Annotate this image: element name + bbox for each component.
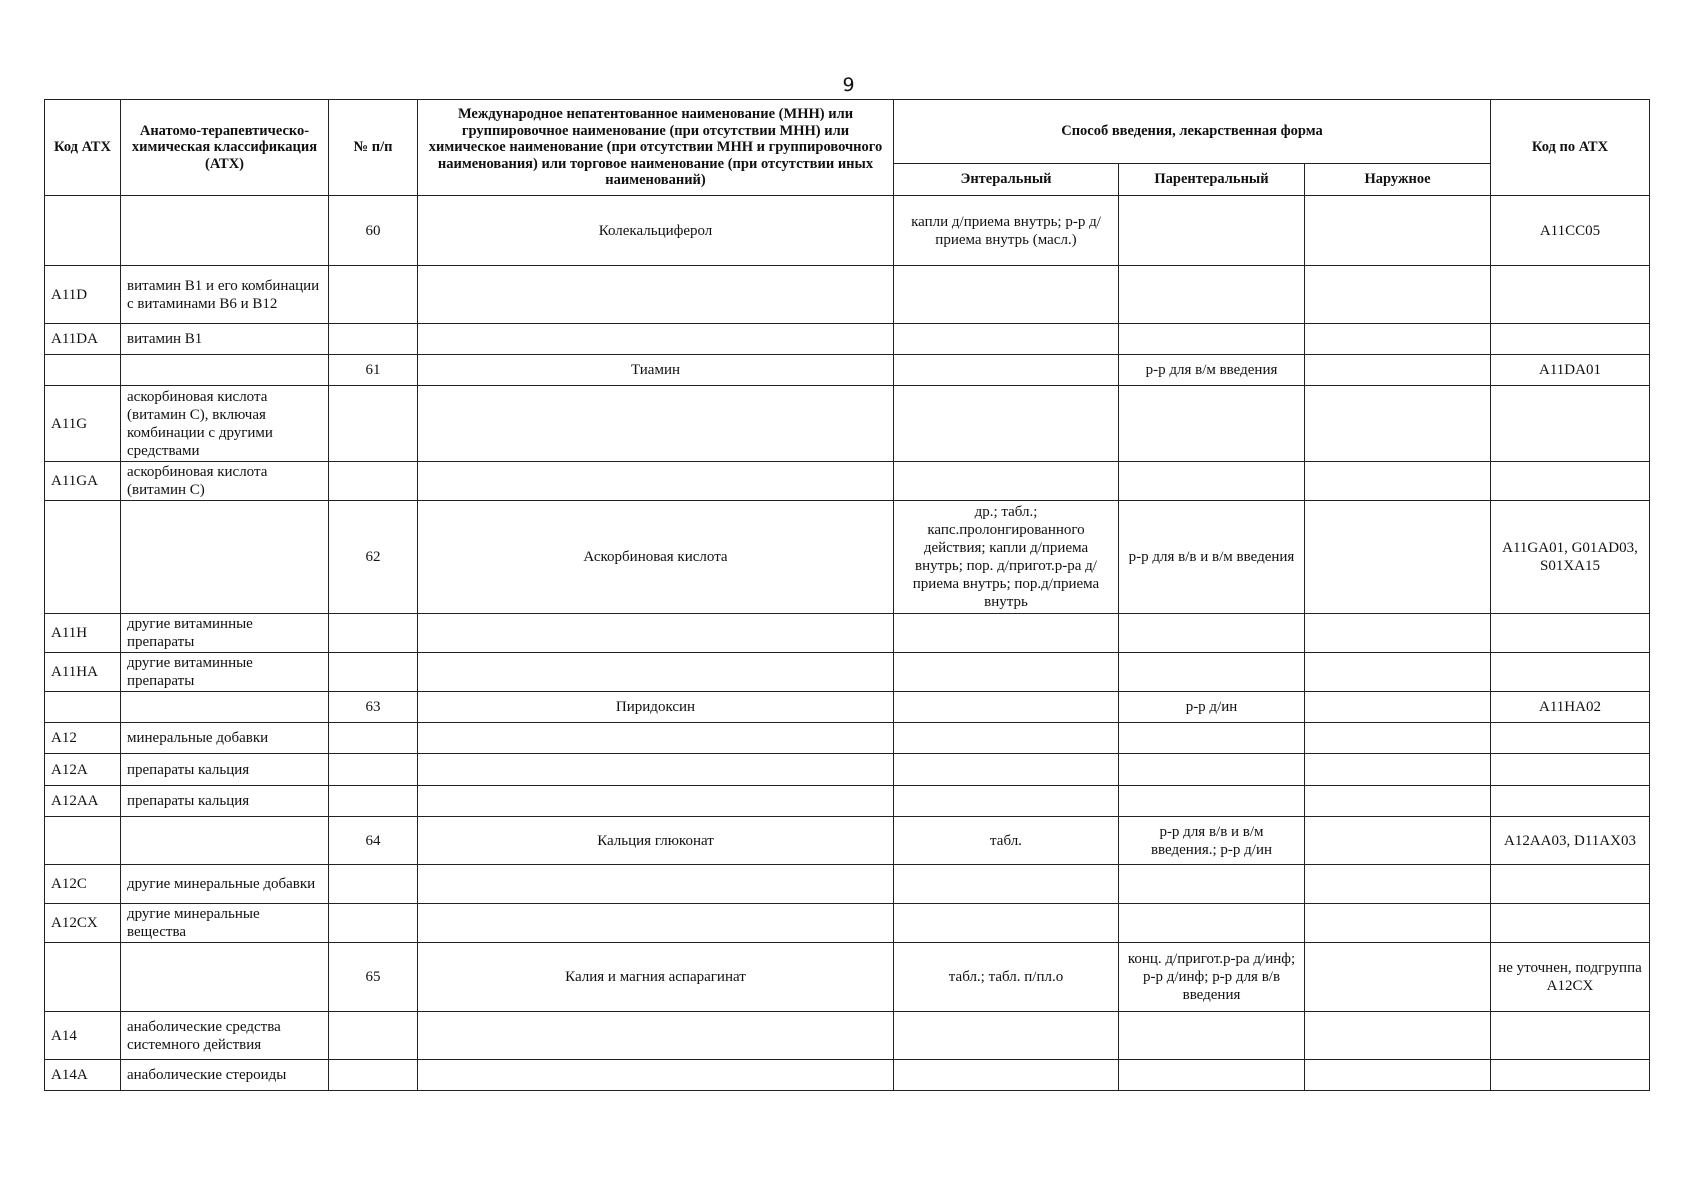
inn-name-cell: Пиридоксин (418, 692, 894, 723)
classification-cell: витамин B1 и его комбинации с витаминами B6 и B12 (121, 266, 329, 324)
enteral-cell (894, 692, 1119, 723)
external-cell (1305, 614, 1491, 653)
table-row (45, 817, 1650, 865)
parenteral-cell: конц. д/пригот.р-ра д/инф; р-р д/инф; р-р для в/в введения (1119, 943, 1305, 1012)
atc-code-cell (45, 817, 121, 865)
inn-name-cell (418, 324, 894, 355)
atc-code-cell (45, 355, 121, 386)
atc-code-cell: A11GA (45, 462, 121, 501)
atc-code-cell: A12A (45, 754, 121, 786)
number-cell (329, 614, 418, 653)
table-row (45, 614, 1650, 653)
code-by-atc-cell (1491, 1060, 1650, 1091)
table-header (45, 100, 1650, 196)
table-row (45, 1012, 1650, 1060)
enteral-cell: табл.; табл. п/пл.о (894, 943, 1119, 1012)
number-cell: 61 (329, 355, 418, 386)
external-cell (1305, 1012, 1491, 1060)
table-row (45, 324, 1650, 355)
enteral-cell: капли д/приема внутрь; р-р д/приема внутрь (масл.) (894, 196, 1119, 266)
enteral-cell (894, 324, 1119, 355)
atc-code-cell: A14A (45, 1060, 121, 1091)
code-by-atc-cell (1491, 614, 1650, 653)
enteral-cell (894, 723, 1119, 754)
code-by-atc-cell (1491, 754, 1650, 786)
classification-cell: другие минеральные добавки (121, 865, 329, 904)
classification-cell: другие витаминные препараты (121, 653, 329, 692)
header-external: Наружное (1305, 164, 1491, 196)
header-atc-classification: Анатомо-терапевтическо-химическая классификация (АТХ) (121, 100, 329, 196)
enteral-cell (894, 355, 1119, 386)
inn-name-cell (418, 386, 894, 462)
number-cell (329, 462, 418, 501)
page-number: 9 (842, 74, 855, 96)
atc-code-cell (45, 943, 121, 1012)
number-cell (329, 1012, 418, 1060)
classification-cell (121, 943, 329, 1012)
atc-code-cell: A12C (45, 865, 121, 904)
number-cell (329, 653, 418, 692)
number-cell (329, 786, 418, 817)
classification-cell (121, 692, 329, 723)
enteral-cell (894, 614, 1119, 653)
number-cell (329, 386, 418, 462)
table-row (45, 653, 1650, 692)
external-cell (1305, 324, 1491, 355)
parenteral-cell: р-р для в/в и в/м введения (1119, 501, 1305, 614)
code-by-atc-cell (1491, 653, 1650, 692)
number-cell: 60 (329, 196, 418, 266)
enteral-cell (894, 1012, 1119, 1060)
parenteral-cell (1119, 904, 1305, 943)
external-cell (1305, 1060, 1491, 1091)
table-row (45, 692, 1650, 723)
parenteral-cell (1119, 614, 1305, 653)
header-num: № п/п (329, 100, 418, 196)
inn-name-cell: Тиамин (418, 355, 894, 386)
header-route-form: Способ введения, лекарственная форма (894, 100, 1491, 164)
table-row (45, 904, 1650, 943)
external-cell (1305, 865, 1491, 904)
atc-code-cell (45, 692, 121, 723)
table-row (45, 266, 1650, 324)
atc-code-cell: A11H (45, 614, 121, 653)
inn-name-cell: Калия и магния аспарагинат (418, 943, 894, 1012)
code-by-atc-cell: не уточнен, подгруппа A12CX (1491, 943, 1650, 1012)
number-cell (329, 723, 418, 754)
table-row (45, 196, 1650, 266)
external-cell (1305, 817, 1491, 865)
code-by-atc-cell: A11GA01, G01AD03, S01XA15 (1491, 501, 1650, 614)
number-cell: 65 (329, 943, 418, 1012)
table-row (45, 865, 1650, 904)
code-by-atc-cell (1491, 865, 1650, 904)
code-by-atc-cell: A11DA01 (1491, 355, 1650, 386)
code-by-atc-cell (1491, 462, 1650, 501)
number-cell: 63 (329, 692, 418, 723)
parenteral-cell: р-р для в/в и в/м введения.; р-р д/ин (1119, 817, 1305, 865)
code-by-atc-cell: A11HA02 (1491, 692, 1650, 723)
external-cell (1305, 462, 1491, 501)
enteral-cell: др.; табл.; капс.пролонгированного действия; капли д/приема внутрь; пор. д/пригот.р-ра д/приема внутрь; пор.д/приема внутрь (894, 501, 1119, 614)
enteral-cell (894, 754, 1119, 786)
inn-name-cell (418, 1012, 894, 1060)
classification-cell: другие минеральные вещества (121, 904, 329, 943)
table-row (45, 386, 1650, 462)
enteral-cell (894, 462, 1119, 501)
table-row (45, 355, 1650, 386)
inn-name-cell (418, 723, 894, 754)
atc-code-cell: A12 (45, 723, 121, 754)
inn-name-cell (418, 462, 894, 501)
classification-cell: другие витаминные препараты (121, 614, 329, 653)
number-cell (329, 1060, 418, 1091)
atc-code-cell: A12CX (45, 904, 121, 943)
enteral-cell (894, 266, 1119, 324)
table-row (45, 943, 1650, 1012)
external-cell (1305, 754, 1491, 786)
parenteral-cell (1119, 1060, 1305, 1091)
code-by-atc-cell (1491, 1012, 1650, 1060)
parenteral-cell (1119, 266, 1305, 324)
classification-cell: аскорбиновая кислота (витамин С) (121, 462, 329, 501)
number-cell: 62 (329, 501, 418, 614)
external-cell (1305, 386, 1491, 462)
code-by-atc-cell (1491, 723, 1650, 754)
code-by-atc-cell (1491, 266, 1650, 324)
number-cell (329, 324, 418, 355)
external-cell (1305, 266, 1491, 324)
number-cell (329, 865, 418, 904)
number-cell (329, 266, 418, 324)
table-row (45, 723, 1650, 754)
atc-code-cell (45, 501, 121, 614)
classification-cell: анаболические стероиды (121, 1060, 329, 1091)
atc-code-cell: A12AA (45, 786, 121, 817)
header-code-by-atc: Код по АТХ (1491, 100, 1650, 196)
code-by-atc-cell: A11CC05 (1491, 196, 1650, 266)
code-by-atc-cell (1491, 786, 1650, 817)
number-cell: 64 (329, 817, 418, 865)
parenteral-cell: р-р для в/м введения (1119, 355, 1305, 386)
external-cell (1305, 355, 1491, 386)
code-by-atc-cell: A12AA03, D11AX03 (1491, 817, 1650, 865)
code-by-atc-cell (1491, 386, 1650, 462)
code-by-atc-cell (1491, 904, 1650, 943)
header-parenteral: Парентеральный (1119, 164, 1305, 196)
header-enteral: Энтеральный (894, 164, 1119, 196)
external-cell (1305, 943, 1491, 1012)
classification-cell (121, 196, 329, 266)
inn-name-cell: Колекальциферол (418, 196, 894, 266)
parenteral-cell (1119, 324, 1305, 355)
inn-name-cell (418, 614, 894, 653)
external-cell (1305, 723, 1491, 754)
inn-name-cell (418, 865, 894, 904)
parenteral-cell (1119, 196, 1305, 266)
parenteral-cell (1119, 786, 1305, 817)
enteral-cell (894, 653, 1119, 692)
atc-code-cell: A11G (45, 386, 121, 462)
inn-name-cell (418, 786, 894, 817)
header-inn-name: Международное непатентованное наименование (МНН) или группировочное наименование (при отсутствии МНН) или химическое наименование (при отсутствии МНН и группировочного наименования) или торговое наименование (при отсутствии иных наименований) (418, 100, 894, 196)
enteral-cell (894, 904, 1119, 943)
classification-cell: минеральные добавки (121, 723, 329, 754)
inn-name-cell (418, 754, 894, 786)
header-code-atc: Код АТХ (45, 100, 121, 196)
classification-cell: препараты кальция (121, 754, 329, 786)
classification-cell (121, 817, 329, 865)
external-cell (1305, 786, 1491, 817)
parenteral-cell (1119, 462, 1305, 501)
table-row (45, 1060, 1650, 1091)
atc-code-cell (45, 196, 121, 266)
parenteral-cell (1119, 653, 1305, 692)
classification-cell: препараты кальция (121, 786, 329, 817)
parenteral-cell (1119, 865, 1305, 904)
classification-cell: аскорбиновая кислота (витамин С), включая комбинации с другими средствами (121, 386, 329, 462)
enteral-cell (894, 865, 1119, 904)
table-row (45, 786, 1650, 817)
table-row (45, 462, 1650, 501)
inn-name-cell: Аскорбиновая кислота (418, 501, 894, 614)
atc-drug-table (44, 99, 1650, 1091)
table-row (45, 754, 1650, 786)
external-cell (1305, 653, 1491, 692)
number-cell (329, 904, 418, 943)
parenteral-cell (1119, 1012, 1305, 1060)
code-by-atc-cell (1491, 324, 1650, 355)
classification-cell (121, 501, 329, 614)
inn-name-cell (418, 1060, 894, 1091)
external-cell (1305, 501, 1491, 614)
external-cell (1305, 692, 1491, 723)
inn-name-cell (418, 266, 894, 324)
table-body (45, 196, 1650, 1091)
atc-code-cell: A11D (45, 266, 121, 324)
classification-cell: витамин B1 (121, 324, 329, 355)
inn-name-cell (418, 653, 894, 692)
parenteral-cell: р-р д/ин (1119, 692, 1305, 723)
inn-name-cell (418, 904, 894, 943)
enteral-cell (894, 1060, 1119, 1091)
table-row (45, 501, 1650, 614)
inn-name-cell: Кальция глюконат (418, 817, 894, 865)
classification-cell (121, 355, 329, 386)
parenteral-cell (1119, 754, 1305, 786)
external-cell (1305, 904, 1491, 943)
atc-code-cell: A14 (45, 1012, 121, 1060)
classification-cell: анаболические средства системного действия (121, 1012, 329, 1060)
parenteral-cell (1119, 386, 1305, 462)
atc-code-cell: A11HA (45, 653, 121, 692)
enteral-cell (894, 386, 1119, 462)
number-cell (329, 754, 418, 786)
enteral-cell (894, 786, 1119, 817)
atc-code-cell: A11DA (45, 324, 121, 355)
enteral-cell: табл. (894, 817, 1119, 865)
parenteral-cell (1119, 723, 1305, 754)
external-cell (1305, 196, 1491, 266)
